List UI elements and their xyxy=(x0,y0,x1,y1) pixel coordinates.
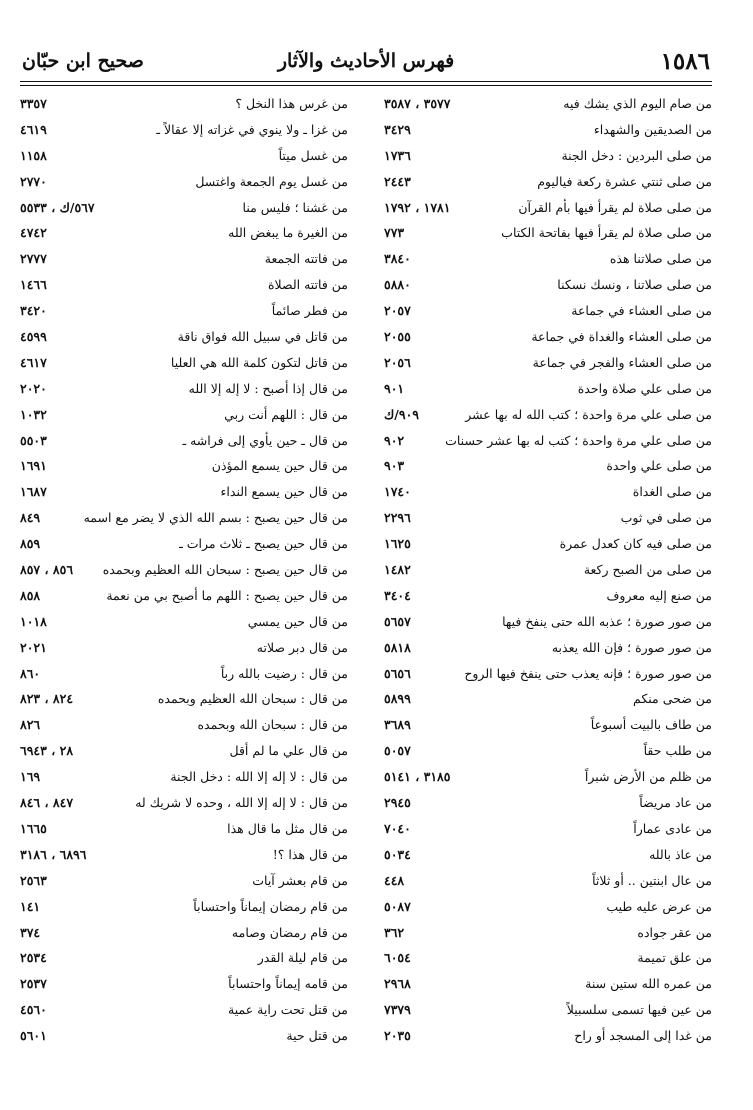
index-entry xyxy=(384,869,712,895)
index-entry xyxy=(20,558,348,584)
index-entry xyxy=(384,843,712,869)
hadith-incipit: من صور صورة ؛ فإنه يعذب حتى ينفخ فيها الروح xyxy=(464,665,712,681)
hadith-reference-numbers: ٥٠٨٧ xyxy=(384,898,411,914)
index-entry xyxy=(384,791,712,817)
index-columns xyxy=(20,92,712,1047)
index-entry xyxy=(384,972,712,998)
page-header xyxy=(22,46,710,76)
index-entry xyxy=(20,817,348,843)
index-entry xyxy=(20,869,348,895)
hadith-incipit: من ضحى منكم xyxy=(633,691,712,707)
hadith-incipit: من صام اليوم الذي يشك فيه xyxy=(563,96,712,111)
hadith-incipit: من قال : لا إله إلا الله ، وحده لا شريك له xyxy=(135,795,348,811)
hadith-incipit: من قال مثل ما قال هذا xyxy=(227,820,348,836)
hadith-incipit: من صلى صلاتنا ، ونسك نسكنا xyxy=(557,277,712,293)
hadith-reference-numbers: ٥٠٣٤ xyxy=(384,846,411,862)
hadith-reference-numbers: ٥٠٥٧ xyxy=(384,743,411,759)
hadith-reference-numbers: ١١٥٨ xyxy=(20,147,47,163)
hadith-incipit: من قال دبر صلاته xyxy=(256,639,348,655)
hadith-reference-numbers: ٢٠٥٧ xyxy=(384,303,411,319)
index-entry xyxy=(384,299,712,325)
index-entry xyxy=(20,325,348,351)
hadith-incipit: من صلى العشاء والفجر في جماعة xyxy=(532,354,712,370)
hadith-reference-numbers: ١٧٣٦ xyxy=(384,147,411,163)
index-entry xyxy=(384,273,712,299)
hadith-reference-numbers: ٢٥٣٤ xyxy=(20,950,47,966)
index-entry xyxy=(384,610,712,636)
hadith-incipit: من قام بعشر آيات xyxy=(252,872,348,888)
hadith-reference-numbers: ١٤١ xyxy=(20,898,41,914)
hadith-incipit: من ظلم من الأرض شبراً xyxy=(584,769,712,785)
hadith-incipit: من صلى في ثوب xyxy=(620,510,712,526)
hadith-reference-numbers: ٣٤٢٩ xyxy=(384,121,411,137)
hadith-incipit: من عين فيها تسمى سلسبيلاً xyxy=(566,1002,712,1018)
hadith-reference-numbers: ٣٦٨٩ xyxy=(384,717,411,733)
hadith-incipit: من غشنا ؛ فليس منا xyxy=(242,199,348,215)
hadith-reference-numbers: ٨٦٠ xyxy=(20,665,41,681)
hadith-reference-numbers: ٧٧٣ xyxy=(384,225,405,241)
hadith-incipit: من قال : سبحان الله وبحمده xyxy=(197,717,348,733)
hadith-reference-numbers: ١٤٨٢ xyxy=(384,562,411,578)
hadith-reference-numbers: ٢٠٢١ xyxy=(20,639,47,655)
hadith-incipit: من قاتل في سبيل الله فواق ناقة xyxy=(177,329,348,345)
hadith-incipit: من صلى العشاء في جماعة xyxy=(571,303,712,319)
index-entry xyxy=(20,480,348,506)
hadith-reference-numbers: ٩٠١ xyxy=(384,380,405,396)
header-rule-thin xyxy=(20,85,712,86)
index-entry xyxy=(20,765,348,791)
hadith-incipit: من غزا ـ ولا ينوي في غزاته إلا عقالاً ـ xyxy=(156,121,348,137)
index-entry xyxy=(384,454,712,480)
hadith-reference-numbers: ٥٦٧/ك ، ٥٥٣٣ xyxy=(20,199,95,215)
header-rule xyxy=(20,81,712,82)
hadith-reference-numbers: ١٦٩١ xyxy=(20,458,47,474)
index-entry xyxy=(384,196,712,222)
page-number: ١٥٨٦ xyxy=(660,48,710,75)
index-entry xyxy=(20,895,348,921)
index-entry xyxy=(384,170,712,196)
hadith-incipit: من صلى علي مرة واحدة ؛ كتب له بها عشر حسنات xyxy=(445,432,712,448)
hadith-reference-numbers: ٩٠٢ xyxy=(384,432,405,448)
index-entry xyxy=(20,843,348,869)
hadith-incipit: من صلى ثنتي عشرة ركعة فياليوم xyxy=(537,173,712,189)
hadith-incipit: من صلى فيه كان كعدل عمرة xyxy=(559,536,712,552)
hadith-incipit: من صلى صلاة لم يقرأ فيها بأم القرآن xyxy=(518,199,712,215)
hadith-reference-numbers: ٣٤٠٤ xyxy=(384,587,411,603)
index-entry xyxy=(384,351,712,377)
hadith-incipit: من صنع إليه معروف xyxy=(606,587,712,603)
hadith-incipit: من قتل حية xyxy=(286,1028,348,1044)
hadith-reference-numbers: ١٧٨١ ، ١٧٩٢ xyxy=(384,199,451,215)
hadith-reference-numbers: ٧٠٤٠ xyxy=(384,820,411,836)
hadith-incipit: من صلى العشاء والغداة في جماعة xyxy=(531,329,712,345)
hadith-reference-numbers: ٦٨٩٦ ، ٣١٨٦ xyxy=(20,846,87,862)
hadith-reference-numbers: ٣٣٥٧ xyxy=(20,96,47,111)
hadith-incipit: من غسل يوم الجمعة واغتسل xyxy=(195,173,348,189)
hadith-reference-numbers: ٣١٨٥ ، ٥١٤١ xyxy=(384,769,451,785)
hadith-reference-numbers: ٢٩٦٨ xyxy=(384,976,411,992)
index-entry xyxy=(20,506,348,532)
hadith-reference-numbers: ٢٩٤٥ xyxy=(384,795,411,811)
hadith-reference-numbers: ١٠١٨ xyxy=(20,613,47,629)
hadith-reference-numbers: ٢٧٧٧ xyxy=(20,251,47,267)
hadith-reference-numbers: ٣٤٢٠ xyxy=(20,303,47,319)
hadith-reference-numbers: ٨٤٩ xyxy=(20,510,41,526)
index-entry xyxy=(384,325,712,351)
index-entry xyxy=(384,584,712,610)
hadith-incipit: من قام رمضان إيماناً واحتساباً xyxy=(193,898,348,914)
index-entry xyxy=(384,92,712,118)
hadith-reference-numbers: ٤٤٨ xyxy=(384,872,405,888)
hadith-incipit: من صلى علي واحدة xyxy=(606,458,712,474)
hadith-reference-numbers: ١٦٨٧ xyxy=(20,484,47,500)
hadith-incipit: من قال حين يصبح : بسم الله الذي لا يضر مع اسمه xyxy=(83,510,348,526)
hadith-incipit: من قال : سبحان الله العظيم وبحمده xyxy=(157,691,348,707)
hadith-reference-numbers: ٨٢٦ xyxy=(20,717,41,733)
hadith-incipit: من عادى عماراً xyxy=(633,820,712,836)
hadith-reference-numbers: ١٦٦٥ xyxy=(20,820,47,836)
hadith-reference-numbers: ٧٣٧٩ xyxy=(384,1002,411,1018)
hadith-reference-numbers: ٢٤٤٣ xyxy=(384,173,411,189)
hadith-incipit: من عقر جواده xyxy=(637,924,712,940)
index-entry xyxy=(384,480,712,506)
hadith-incipit: من قتل تحت راية عمية xyxy=(228,1002,348,1018)
index-entry xyxy=(384,946,712,972)
hadith-reference-numbers: ٥٨١٨ xyxy=(384,639,411,655)
hadith-incipit: من صور صورة ؛ فإن الله يعذبه xyxy=(551,639,712,655)
hadith-incipit: من قال حين يصبح ـ ثلاث مرات ـ xyxy=(179,536,348,552)
index-title: فهرس الأحاديث والآثار xyxy=(277,50,455,72)
index-entry xyxy=(20,144,348,170)
index-entry xyxy=(20,532,348,558)
hadith-incipit: من عمره الله ستين سنة xyxy=(585,976,712,992)
hadith-reference-numbers: ٢٠٥٦ xyxy=(384,354,411,370)
hadith-reference-numbers: ٨٢٤ ، ٨٢٣ xyxy=(20,691,74,707)
hadith-reference-numbers: ٢٥٦٣ xyxy=(20,872,47,888)
hadith-incipit: من صلى البردين : دخل الجنة xyxy=(561,147,712,163)
hadith-incipit: من علق تميمة xyxy=(637,950,712,966)
index-entry xyxy=(384,765,712,791)
hadith-reference-numbers: ٤٥٩٩ xyxy=(20,329,47,345)
hadith-reference-numbers: ٣٨٤٠ xyxy=(384,251,411,267)
hadith-reference-numbers: ٥٦٥٦ xyxy=(384,665,411,681)
index-entry xyxy=(20,946,348,972)
index-entry xyxy=(20,118,348,144)
index-entry xyxy=(20,196,348,222)
index-entry xyxy=(384,403,712,429)
index-entry xyxy=(20,972,348,998)
book-title: صحيح ابن حبّان xyxy=(22,50,144,72)
hadith-reference-numbers: ٤٦١٩ xyxy=(20,121,47,137)
hadith-incipit: من صلى صلاة لم يقرأ فيها بفاتحة الكتاب xyxy=(501,225,712,241)
hadith-incipit: من عرض عليه طيب xyxy=(606,898,712,914)
hadith-reference-numbers: ٩٠٩/ك xyxy=(384,406,420,422)
index-entry xyxy=(20,429,348,455)
index-entry xyxy=(384,687,712,713)
index-entry xyxy=(20,221,348,247)
hadith-reference-numbers: ٥٨٨٠ xyxy=(384,277,411,293)
index-entry xyxy=(20,584,348,610)
hadith-reference-numbers: ٨٥٩ xyxy=(20,536,41,552)
hadith-incipit: من طلب حقاً xyxy=(643,743,712,759)
hadith-incipit: من صلى صلاتنا هذه xyxy=(609,251,712,267)
hadith-reference-numbers: ٢٢٩٦ xyxy=(384,510,411,526)
hadith-incipit: من عال ابنتين .. أو ثلاثاً xyxy=(592,872,712,888)
index-entry xyxy=(20,739,348,765)
index-entry xyxy=(384,221,712,247)
hadith-incipit: من قال حين يصبح : سبحان الله العظيم وبحمده xyxy=(102,562,348,578)
index-entry xyxy=(384,558,712,584)
hadith-incipit: من قام رمضان وصامه xyxy=(231,924,348,940)
hadith-incipit: من قال : رضيت بالله رباً xyxy=(220,665,348,681)
index-entry xyxy=(20,454,348,480)
hadith-reference-numbers: ٣٥٧٧ ، ٣٥٨٧ xyxy=(384,96,451,111)
hadith-incipit: من غدا إلى المسجد أو راح xyxy=(574,1028,712,1044)
index-entry xyxy=(20,247,348,273)
hadith-reference-numbers: ٤٥٦٠ xyxy=(20,1002,47,1018)
index-entry xyxy=(384,429,712,455)
hadith-incipit: من قال حين يصبح : اللهم ما أصبح بي من نعمة xyxy=(106,587,348,603)
index-entry xyxy=(384,118,712,144)
index-entry xyxy=(384,247,712,273)
hadith-reference-numbers: ٢٠٢٠ xyxy=(20,380,47,396)
hadith-reference-numbers: ٨٥٨ xyxy=(20,587,41,603)
hadith-incipit: من قال علي ما لم أقل xyxy=(229,743,348,759)
hadith-incipit: من صلى من الصبح ركعة xyxy=(583,562,712,578)
hadith-reference-numbers: ٢٠٣٥ xyxy=(384,1028,411,1044)
hadith-reference-numbers: ٥٨٩٩ xyxy=(384,691,411,707)
hadith-reference-numbers: ١٠٣٢ xyxy=(20,406,47,422)
hadith-incipit: من عاذ بالله xyxy=(649,846,712,862)
hadith-incipit: من غسل ميتاً xyxy=(278,147,348,163)
hadith-incipit: من طاف بالبيت أسبوعاً xyxy=(590,717,712,733)
hadith-reference-numbers: ١٤٦٦ xyxy=(20,277,47,293)
hadith-incipit: من قال حين يمسي xyxy=(247,613,348,629)
index-entry xyxy=(384,998,712,1024)
hadith-incipit: من قامه إيماناً واحتساباً xyxy=(228,976,348,992)
index-entry xyxy=(20,403,348,429)
hadith-reference-numbers: ٥٦٥٧ xyxy=(384,613,411,629)
hadith-incipit: من قال حين يسمع النداء xyxy=(220,484,348,500)
index-entry xyxy=(20,791,348,817)
hadith-reference-numbers: ٢٠٥٥ xyxy=(384,329,411,345)
index-entry xyxy=(384,921,712,947)
index-entry xyxy=(384,1024,712,1050)
hadith-incipit: من فطر صائماً xyxy=(271,303,348,319)
hadith-incipit: من الصديقين والشهداء xyxy=(593,121,712,137)
index-column-left xyxy=(20,92,348,1047)
index-entry xyxy=(384,377,712,403)
hadith-reference-numbers: ٩٠٣ xyxy=(384,458,405,474)
index-entry xyxy=(20,377,348,403)
index-entry xyxy=(20,299,348,325)
index-entry xyxy=(384,817,712,843)
hadith-incipit: من قال : اللهم أنت ربي xyxy=(224,406,348,422)
hadith-reference-numbers: ٢٨ ، ٦٩٤٣ xyxy=(20,743,74,759)
index-entry xyxy=(20,921,348,947)
hadith-reference-numbers: ١٧٤٠ xyxy=(384,484,411,500)
hadith-incipit: من الغيرة ما يبغض الله xyxy=(228,225,348,241)
hadith-incipit: من قام ليلة القدر xyxy=(257,950,348,966)
hadith-reference-numbers: ١٦٩ xyxy=(20,769,41,785)
hadith-incipit: من عاد مريضاً xyxy=(639,795,712,811)
index-entry xyxy=(20,273,348,299)
hadith-incipit: من صلى علي مرة واحدة ؛ كتب الله له بها عشر xyxy=(465,406,712,422)
index-entry xyxy=(20,687,348,713)
index-entry xyxy=(384,636,712,662)
hadith-incipit: من فاتته الصلاة xyxy=(267,277,348,293)
hadith-reference-numbers: ٨٥٦ ، ٨٥٧ xyxy=(20,562,74,578)
index-entry xyxy=(384,506,712,532)
hadith-incipit: من قال : لا إله إلا الله : دخل الجنة xyxy=(170,769,348,785)
index-entry xyxy=(20,998,348,1024)
hadith-reference-numbers: ٤٦١٧ xyxy=(20,354,47,370)
hadith-reference-numbers: ٨٤٧ ، ٨٤٦ xyxy=(20,795,74,811)
hadith-incipit: من قال هذا ؟! xyxy=(272,846,348,862)
hadith-incipit: من صلى الغداة xyxy=(632,484,712,500)
index-entry xyxy=(384,662,712,688)
hadith-incipit: من قال حين يسمع المؤذن xyxy=(211,458,348,474)
index-entry xyxy=(20,610,348,636)
hadith-reference-numbers: ٢٧٧٠ xyxy=(20,173,47,189)
index-entry xyxy=(20,662,348,688)
hadith-incipit: من صلى علي صلاة واحدة xyxy=(577,380,712,396)
index-entry xyxy=(20,1024,348,1050)
hadith-reference-numbers: ٣٧٤ xyxy=(20,924,41,940)
hadith-incipit: من غرس هذا النخل ؟ xyxy=(235,96,348,111)
index-entry xyxy=(20,351,348,377)
index-entry xyxy=(384,713,712,739)
index-entry xyxy=(20,92,348,118)
hadith-reference-numbers: ٥٦٠١ xyxy=(20,1028,47,1044)
hadith-reference-numbers: ٢٥٣٧ xyxy=(20,976,47,992)
hadith-reference-numbers: ١٦٢٥ xyxy=(384,536,411,552)
hadith-reference-numbers: ٤٧٤٢ xyxy=(20,225,47,241)
index-entry xyxy=(20,636,348,662)
index-entry xyxy=(20,713,348,739)
hadith-reference-numbers: ٣٦٢ xyxy=(384,924,405,940)
hadith-incipit: من قال إذا أصبح : لا إله إلا الله xyxy=(188,380,348,396)
hadith-reference-numbers: ٥٥٠٣ xyxy=(20,432,47,448)
hadith-incipit: من فاتته الجمعة xyxy=(264,251,348,267)
hadith-incipit: من صور صورة ؛ عذبه الله حتى ينفخ فيها xyxy=(502,613,712,629)
index-entry xyxy=(384,144,712,170)
index-entry xyxy=(384,895,712,921)
index-entry xyxy=(20,170,348,196)
hadith-incipit: من قال ـ حين يأوي إلى فراشه ـ xyxy=(182,432,348,448)
hadith-reference-numbers: ٦٠٥٤ xyxy=(384,950,411,966)
index-entry xyxy=(384,739,712,765)
index-column-right xyxy=(384,92,712,1047)
hadith-incipit: من قاتل لتكون كلمة الله هي العليا xyxy=(170,354,348,370)
index-entry xyxy=(384,532,712,558)
